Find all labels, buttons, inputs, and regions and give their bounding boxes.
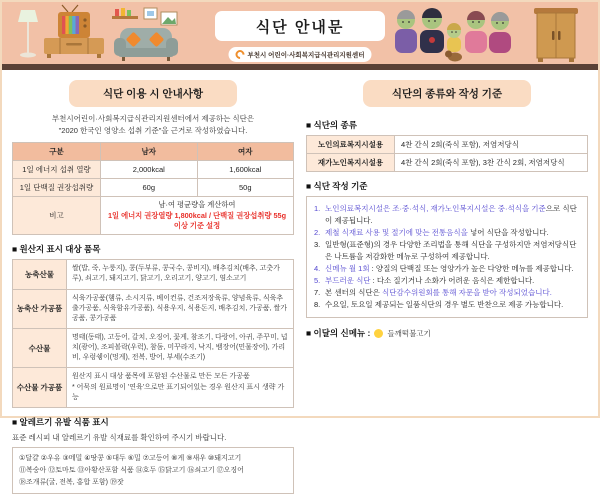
allergy-section-title: ■ 알레르기 유발 식품 표시 [12,416,109,427]
left-column [12,78,294,494]
nutrition-header-row [13,143,294,161]
wardrobe-icon [534,8,578,62]
nutrition-table [12,142,294,235]
menu-types-title: ■ 식단의 종류 [306,120,357,130]
female-value: 50g [197,179,294,197]
origin-items: 식육가공품(햄류, 소시지류, 베이컨류, 건조저장육류, 양념육류, 식육추출가공품, 식육함유가공품), 식용우지, 식용돈지, 배추김치, 가공품, 쌀가공품, 콩가공품 [67,289,294,328]
note-text: 남·여 평균량을 계산하여 [158,200,236,210]
rules-list-box [306,196,588,318]
facility-type: 노인의료복지시설용 [307,136,395,154]
col-header-female: 여자 [197,143,294,161]
family-illustration [392,4,592,66]
father-figure [420,8,444,53]
table-row [13,161,294,179]
intro-line-2: "2020 한국인 영양소 섭취 기준"을 근거로 작성하였습니다. [58,125,248,135]
origin-items [67,368,294,407]
origin-items-text: 원산지 표시 대상 품목에 포함된 수산물로 만든 모든 가공품 [72,373,250,381]
mother-figure [465,11,487,53]
allergy-line: ⑪복숭아 ⑫토마토 ⑬아황산포함 식품 ⑭호두 ⑮닭고기 ⑯쇠고기 ⑰오징어 [19,466,244,474]
page-title: 식단 안내문 [255,18,345,36]
picture-frames-icon [144,8,177,25]
note-cell [101,197,294,235]
origin-items: 쌀(밥, 죽, 누룽지), 콩(두부류, 콩국수, 콩비지), 배추김치(배추, 고춧가루), 쇠고기, 돼지고기, 닭고기, 오리고기, 양고기, 염소고기 [67,260,294,289]
note-label: 비고 [13,197,101,235]
rule-item: 4. 신메뉴 월 1회 : 양질의 단백질 또는 영양가가 높은 다양한 메뉴를 제공합니다. [314,264,574,273]
allergy-line: ①달걀 ②우유 ③메밀 ④땅콩 ⑤대두 ⑥밀 ⑦고등어 ⑧게 ⑨새우 ⑩돼지고기 [19,454,242,462]
table-row [13,368,294,407]
rule-item: 3. 일반형(표준형)의 경우 다양한 조리법을 통해 식단을 구성하지만 저염저당식단은 나트륨을 저감화한 메뉴로 구성하여 제공합니다. [314,240,577,261]
rules-section-title: ■ 식단 작성 기준 [306,181,368,191]
child-figure [447,23,461,52]
usage-guide-title: 식단 이용 시 안내사항 [69,80,237,107]
origin-category: 수산물 [13,328,67,367]
female-value: 1,600kcal [197,161,294,179]
grandmother-figure [489,12,511,53]
allergy-description: 표준 레시피 내 알레르기 유발 식재료를 확인하여 주시기 바랍니다. [12,432,227,442]
menu-criteria-title: 식단의 종류와 작성 기준 [363,80,531,107]
page-title-box [215,11,385,41]
male-value: 60g [101,179,198,197]
new-menu-line [306,327,588,339]
origin-category: 농축산물 [13,260,67,289]
center-logo-pill [229,47,372,62]
table-row [307,154,588,172]
table-row [13,179,294,197]
facility-type: 재가노인복지시설용 [307,154,395,172]
origin-table [12,259,294,408]
origin-category: 농축산 가공품 [13,289,67,328]
tv-cabinet-icon [44,5,104,58]
dog-icon [445,51,462,62]
rule-item: 5. 부드러운 식단 : 다소 질기거나 소화가 어려운 음식은 제한합니다. [314,276,535,285]
origin-items-note: * 어묵의 원료명이 '연육'으로만 표기되어있는 경우 원산지 표시 생략 가능 [72,383,285,401]
floor-lamp-icon [18,10,38,58]
center-logo-icon [234,48,247,61]
living-room-illustration [8,4,218,66]
col-header-male: 남자 [101,143,198,161]
menu-types-table [306,135,588,172]
new-menu-icon [374,329,383,338]
rule-item: 7. 본 센터의 식단은 식단감수위원회를 통해 자문을 받아 작성되었습니다. [314,288,552,297]
header-banner [2,2,598,70]
table-row [13,260,294,289]
male-value: 2,000kcal [101,161,198,179]
col-header-category: 구분 [13,143,101,161]
intro-text [12,113,294,136]
sofa-icon [114,28,178,61]
facility-menu: 4찬 간식 2회(죽식 포함), 저염저당식 [395,136,588,154]
wall-shelf-icon [112,8,138,19]
row-label: 1일 단백질 권장섭취량 [13,179,101,197]
right-column [306,78,588,494]
rule-item: 1. 노인의료복지시설은 조·중·석식, 재가노인복지시설은 중·석식을 기준으로 식단이 제공됩니다. [314,204,577,225]
table-row [13,328,294,367]
new-menu-value: 들깨떡불고기 [387,328,431,338]
facility-menu: 4찬 간식 2회(죽식 포함), 3찬 간식 2회, 저염저당식 [395,154,588,172]
origin-section-title: ■ 원산지 표시 대상 품목 [12,244,101,255]
allergy-line: ⑱조개류(굴, 전복, 홍합 포함) ⑲잣 [19,478,124,486]
note-row [13,197,294,235]
center-name: 부천시 어린이·사회복지급식관리지원센터 [247,52,365,59]
new-menu-label: ■ 이달의 신메뉴 : [306,328,371,338]
content-area [12,78,588,494]
rule-item: 8. 수요일, 토요일 제공되는 일품식단의 경우 별도 반찬으로 제공 가능합니다. [314,300,564,309]
header-bottom-strip [2,64,598,70]
grandfather-figure [395,10,417,53]
row-label: 1일 에너지 섭취 열량 [13,161,101,179]
intro-line-1: 부천시어린이·사회복지급식관리지원센터에서 제공하는 식단은 [51,114,255,123]
allergy-list-box [12,447,294,494]
origin-items: 명태(동태), 고등어, 갈치, 오징어, 꽃게, 참조기, 다랑어, 아귀, 주꾸미, 넙치(광어), 조피볼락(우럭), 참돔, 미꾸라지, 낙지, 뱀장어(민물장어), 가리비, 우렁쉥이(멍게), 전복, 방어, 부세(수조기) [67,328,294,367]
table-row [307,136,588,154]
table-row [13,289,294,328]
origin-category: 수산물 가공품 [13,368,67,407]
note-highlight-text: 1일 에너지 권장열량 1,800kcal / 단백질 권장섭취량 55g 이상 기준 설정 [107,211,287,231]
rule-item: 2. 제철 식재료 사용 및 절기에 맞는 전통음식을 넣어 식단을 작성합니다. [314,228,549,237]
